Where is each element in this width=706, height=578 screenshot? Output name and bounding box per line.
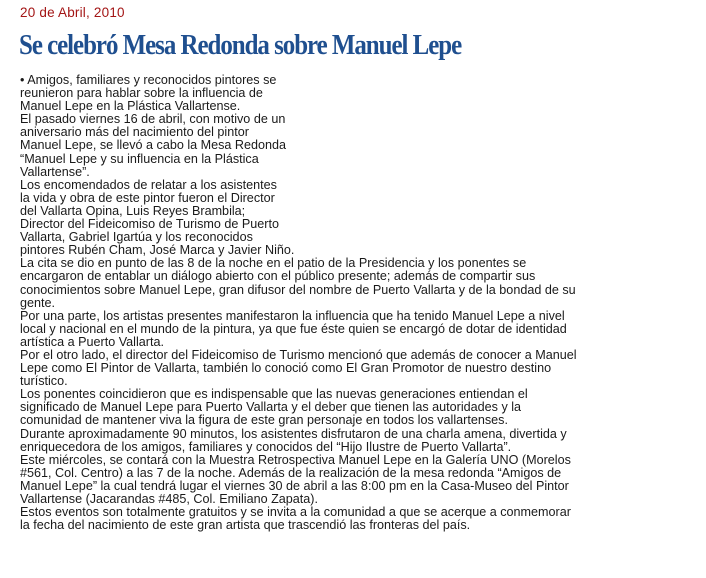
body-line: del Vallarta Opina, Luis Reyes Brambila; [20, 203, 246, 218]
body-line: Vallarta, Gabriel Igartúa y los reconocidos [20, 230, 253, 245]
body-line: Vallartense”. [20, 164, 90, 179]
body-line: significado de Manuel Lepe para Puerto Vallarta y el deber que tienen las autoridades y la [20, 400, 522, 415]
body-line: turístico. [20, 374, 68, 389]
body-line: El pasado viernes 16 de abril, con motivo de un [20, 112, 286, 127]
body-line: Manuel Lepe, se llevó a cabo la Mesa Redonda [20, 138, 287, 153]
body-line: Manuel Lepe” la cual tendrá lugar el viernes 30 de abril a las 8:00 pm en la Casa-Museo del Pintor [20, 478, 569, 493]
body-line: gente. [20, 295, 56, 310]
body-line: Por una parte, los artistas presentes manifestaron la influencia que ha tenido Manuel Lepe a nivel [20, 308, 565, 323]
body-line: la vida y obra de este pintor fueron el Director [20, 190, 275, 205]
body-line: #561, Col. Centro) a las 7 de la noche. Además de la realización de la mesa redonda “Amigos de [20, 465, 562, 480]
article-date: 20 de Abril, 2010 [20, 5, 125, 20]
body-line: pintores Rubén Cham, José Marca y Javier Niño. [20, 243, 295, 258]
body-line: reunieron para hablar sobre la influencia de [20, 86, 263, 101]
body-line: conocimientos sobre Manuel Lepe, gran difusor del nombre de Puerto Vallarta y de la bondad de su [20, 282, 576, 297]
body-line: Los ponentes coincidieron que es indispensable que las nuevas generaciones entiendan el [20, 387, 528, 402]
body-line: Vallartense (Jacarandas #485, Col. Emiliano Zapata). [20, 492, 318, 506]
body-line: Manuel Lepe en la Plástica Vallartense. [20, 99, 241, 114]
body-line: “Manuel Lepe y su influencia en la Plástica [20, 151, 259, 166]
body-line: la fecha del nacimiento de este gran artista que trascendió las fronteras del país. [20, 518, 471, 533]
body-line: artística a Puerto Vallarta. [20, 334, 164, 349]
body-line: Por el otro lado, el director del Fideicomiso de Turismo mencionó que además de conocer a Manuel [20, 347, 577, 362]
body-line: • Amigos, familiares y reconocidos pintores se [20, 73, 277, 87]
article-title: Se celebró Mesa Redonda sobre Manuel Lepe [19, 29, 462, 61]
body-line: encargaron de entablar un diálogo abierto con el público presente; además de compartir sus [20, 269, 536, 284]
body-line: Estos eventos son totalmente gratuitos y se invita a la comunidad a que se acerque a conmemorar [20, 505, 571, 520]
body-line: comunidad de mantener viva la figura de este gran personaje en todos los vallartenses. [20, 413, 508, 428]
body-line: Este miércoles, se contará con la Muestra Retrospectiva Manuel Lepe en la Galería UNO (Morelos [20, 452, 571, 467]
body-line: La cita se dio en punto de las 8 de la noche en el patio de la Presidencia y los ponentes se [20, 256, 527, 271]
body-line: aniversario más del nacimiento del pintor [20, 125, 249, 140]
body-line: Director del Fideicomiso de Turismo de Puerto [20, 217, 279, 232]
body-line: enriquecedora de los amigos, familiares y conocidos del “Hijo Ilustre de Puerto Vallarta”. [20, 439, 512, 454]
body-line: local y nacional en el mundo de la pintura, ya que fue éste quien se encargó de dotar de identidad [20, 321, 567, 336]
article-body [20, 74, 700, 532]
body-line: Durante aproximadamente 90 minutos, los asistentes disfrutaron de una charla amena, divertida y [20, 426, 567, 441]
body-line: Lepe como El Pintor de Vallarta, también lo conoció como El Gran Promotor de nuestro destino [20, 361, 552, 376]
body-line: Los encomendados de relatar a los asistentes [20, 177, 277, 192]
